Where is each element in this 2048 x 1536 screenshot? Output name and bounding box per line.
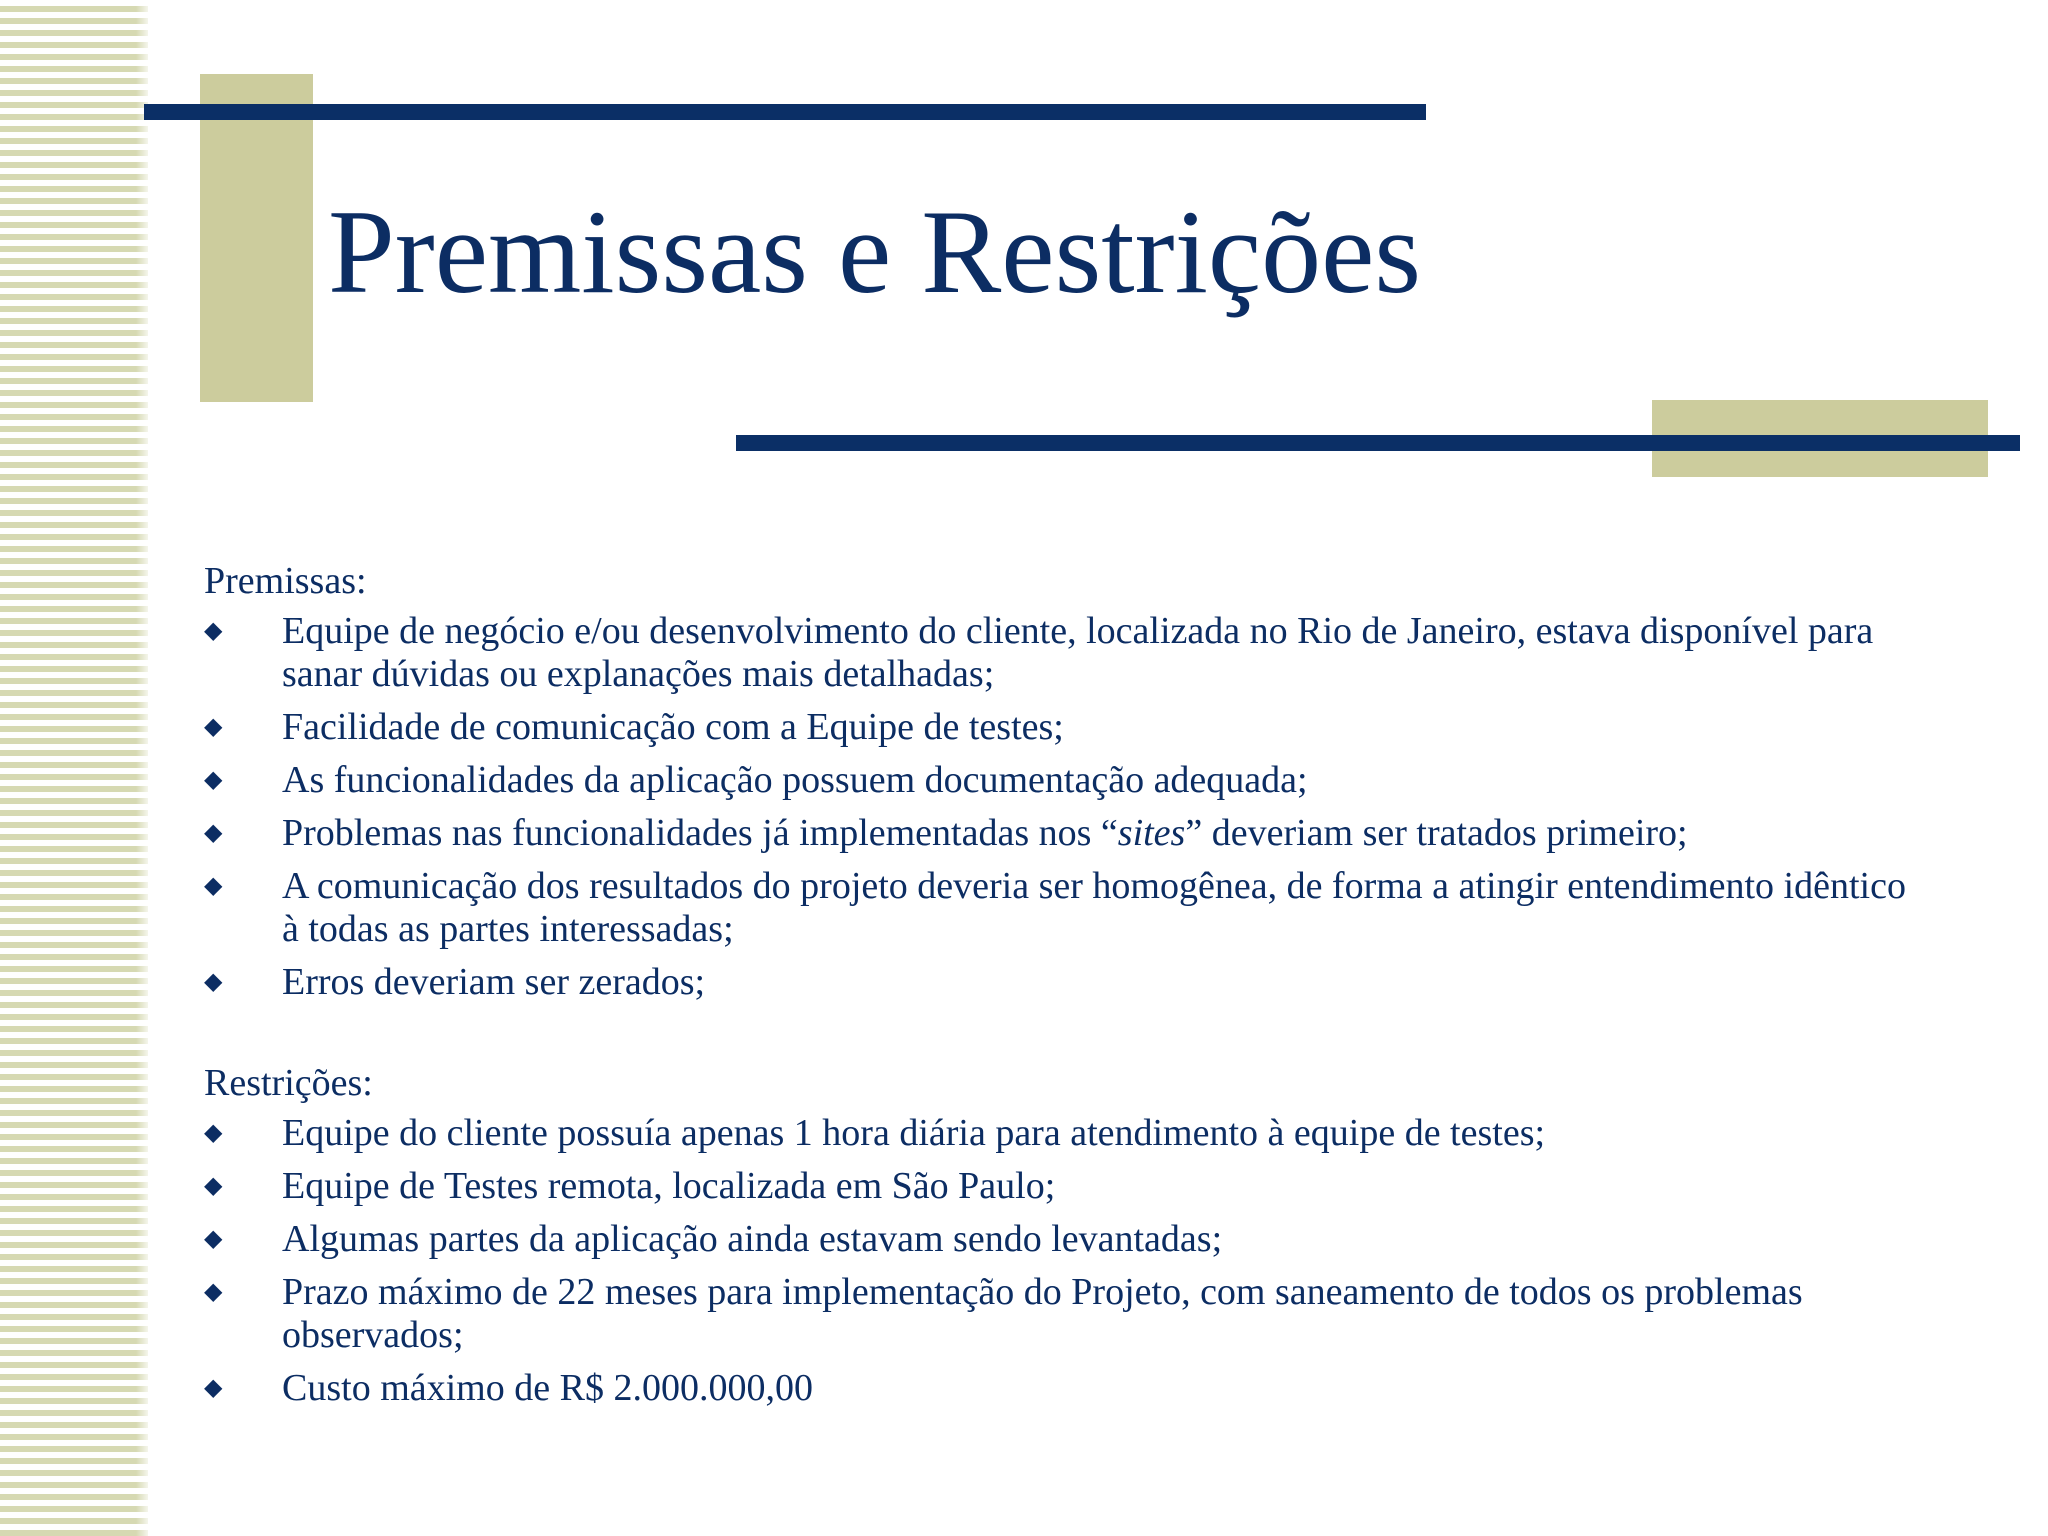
restricoes-item-text: Custo máximo de R$ 2.000.000,00 [282, 1367, 813, 1409]
diamond-bullet-icon: ◆ [204, 767, 223, 793]
decorative-stripe-fade [136, 0, 152, 1536]
italic-term-sites: sites [1117, 812, 1186, 854]
diamond-bullet-icon: ◆ [204, 1226, 223, 1252]
slide-content [204, 560, 1924, 1420]
diamond-bullet-icon: ◆ [204, 1279, 223, 1305]
decorative-stripe-band [0, 0, 148, 1536]
restricoes-item [204, 1165, 1924, 1208]
premissas-list [204, 610, 1924, 1004]
premissas-item [204, 759, 1924, 802]
premissas-item-text: As funcionalidades da aplicação possuem documentação adequada; [282, 759, 1308, 801]
slide-title: Premissas e Restrições [328, 185, 1422, 318]
restricoes-list [204, 1112, 1924, 1410]
restricoes-item [204, 1112, 1924, 1155]
premissas-item [204, 812, 1924, 855]
premissas-item [204, 961, 1924, 1004]
premissas-item [204, 865, 1924, 951]
restricoes-item-text: Equipe do cliente possuía apenas 1 hora diária para atendimento à equipe de testes; [282, 1112, 1546, 1154]
restricoes-item-text: Equipe de Testes remota, localizada em São Paulo; [282, 1165, 1056, 1207]
premissas-heading: Premissas: [204, 560, 367, 602]
restricoes-item [204, 1218, 1924, 1261]
item-text-after-italic: ” deveriam ser tratados primeiro; [1185, 812, 1688, 854]
decorative-olive-block-top [200, 74, 313, 402]
decorative-navy-bar-bottom [736, 435, 2020, 451]
restricoes-item-text: Prazo máximo de 22 meses para implementação do Projeto, com saneamento de todos os problemas observados; [282, 1271, 1803, 1356]
restricoes-item [204, 1367, 1924, 1410]
premissas-item-text: Equipe de negócio e/ou desenvolvimento do cliente, localizada no Rio de Janeiro, estava disponível para sanar dúvidas ou explanações mais detalhadas; [282, 610, 1874, 695]
diamond-bullet-icon: ◆ [204, 1173, 223, 1199]
premissas-item [204, 706, 1924, 749]
restricoes-item [204, 1271, 1924, 1357]
restricoes-item-text: Algumas partes da aplicação ainda estavam sendo levantadas; [282, 1218, 1223, 1260]
diamond-bullet-icon: ◆ [204, 714, 223, 740]
diamond-bullet-icon: ◆ [204, 1120, 223, 1146]
premissas-item [204, 610, 1924, 696]
diamond-bullet-icon: ◆ [204, 1375, 223, 1401]
item-text-before-italic: Problemas nas funcionalidades já implementadas nos “ [282, 812, 1118, 854]
premissas-item-text: Erros deveriam ser zerados; [282, 961, 706, 1003]
section-spacer [204, 1014, 1924, 1062]
restricoes-heading: Restrições: [204, 1062, 373, 1104]
premissas-item-text: Facilidade de comunicação com a Equipe de testes; [282, 706, 1064, 748]
diamond-bullet-icon: ◆ [204, 873, 223, 899]
premissas-item-text [282, 812, 1688, 854]
diamond-bullet-icon: ◆ [204, 618, 223, 644]
premissas-item-text: A comunicação dos resultados do projeto deveria ser homogênea, de forma a atingir entendimento idêntico à todas as partes interessadas; [282, 865, 1906, 950]
decorative-navy-bar-top [144, 104, 1426, 120]
diamond-bullet-icon: ◆ [204, 820, 223, 846]
diamond-bullet-icon: ◆ [204, 969, 223, 995]
